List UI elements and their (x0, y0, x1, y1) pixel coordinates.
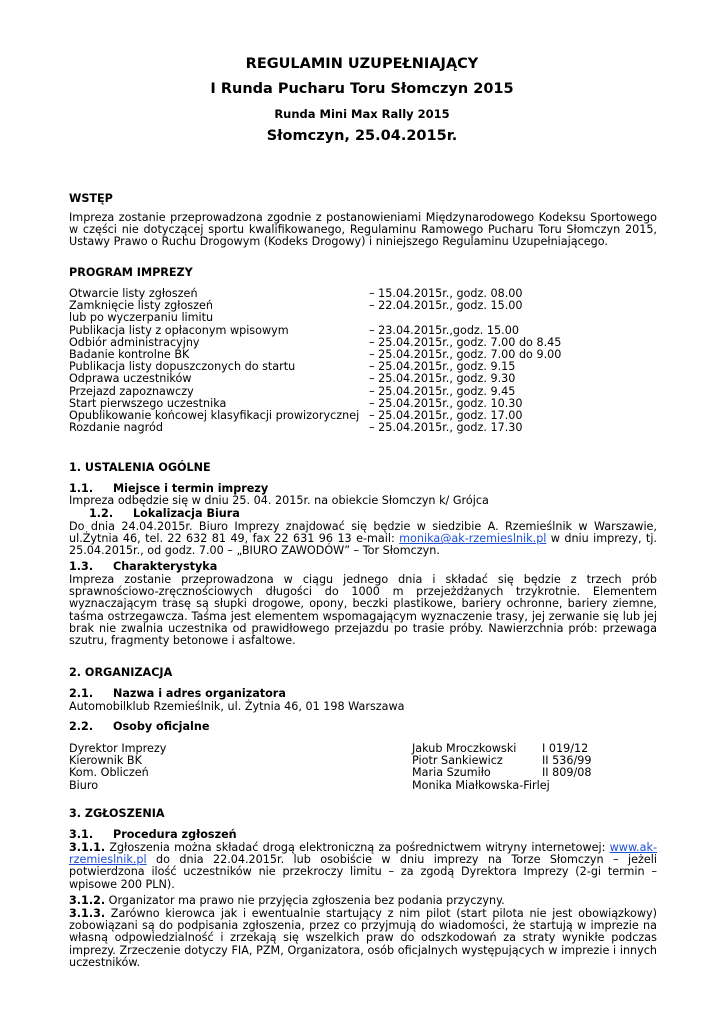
program-row: Rozdanie nagród – 25.04.2015r., godz. 17.30 (69, 421, 523, 435)
section-2-heading: 2. ORGANIZACJA (69, 666, 173, 679)
official-row: Dyrektor Imprezy Jakub Mroczkowski I 019/12 (69, 742, 589, 755)
section-1-1-heading: 1.1. Miejsce i termin imprezy (69, 482, 269, 495)
section-1-1-text: Impreza odbędzie się w dniu 25. 04. 2015r. na obiekcie Słomczyn k/ Grójca (69, 494, 489, 507)
section-3-1-3-text: 3.1.3. Zarówno kierowca jak i ewentualnie startujący z nim pilot (start pilota nie jest obowiązkowy) zobowiązani są do podpisania zgłoszenia, przez co przyjmują do wiadomości, że startują w imprezie na własną odpowiedzialność i zrzekają się wszelkich praw do odszkodowań za straty wynikłe podczas imprezy. Zrzeczenie dotyczy FIA, PZM, Organizatora, osób oficjalnych występujących w imprezie i innych uczestników. (69, 907, 657, 969)
program-row: Odbiór administracyjny – 25.04.2015r., godz. 7.00 do 8.45 (69, 335, 562, 349)
section-1-heading: 1. USTALENIA OGÓLNE (69, 461, 211, 474)
doc-subtitle-2: Runda Mini Max Rally 2015 (274, 107, 450, 121)
section-1-2-text: Do dnia 24.04.2015r. Biuro Imprezy znajdować się będzie w siedzibie A. Rzemieślnik w Warszawie, ul.Żytnia 46, tel. 22 632 81 49, fax 22 631 96 13 e-mail: monika@ak-rzemieslnik.pl w dniu imprezy, tj. 25.04.2015r., od godz. 7.00 – „BIURO ZAWODÓW” – Tor Słomczyn. (69, 520, 657, 558)
intro-heading: WSTĘP (69, 192, 113, 205)
program-row: Zamknięcie listy zgłoszeń – 22.04.2015r., godz. 15.00 (69, 299, 523, 313)
program-table (69, 288, 657, 434)
section-2-2-heading: 2.2. Osoby oficjalne (69, 720, 210, 733)
official-row: Kierownik BK Piotr Sankiewicz II 536/99 (69, 754, 592, 768)
section-3-1-1-text: 3.1.1. Zgłoszenia można składać drogą elektroniczną za pośrednictwem witryny internetowej: www.ak-rzemieslnik.pl do dnia 22.04.2015r. lub osobiście w dniu imprezy na Torze Słomczyn – jeżeli potwierdzona ilość uczestników nie przekroczy limitu – za zgodą Dyrektora Imprezy (2-gi termin – wpisowe 200 PLN). (69, 841, 657, 891)
section-3-heading: 3. ZGŁOSZENIA (69, 807, 165, 820)
program-row: Przejazd zapoznawczy – 25.04.2015r., godz. 9.45 (69, 384, 516, 398)
program-row: Start pierwszego uczestnika – 25.04.2015r., godz. 10.30 (69, 396, 523, 410)
program-row: Badanie kontrolne BK – 25.04.2015r., godz. 7.00 do 9.00 (69, 347, 562, 361)
section-3-1-heading: 3.1. Procedura zgłoszeń (69, 828, 237, 841)
office-email-link[interactable]: monika@ak-rzemieslnik.pl (399, 532, 547, 546)
section-2-1-heading: 2.1. Nazwa i adres organizatora (69, 687, 286, 700)
doc-subtitle: I Runda Pucharu Toru Słomczyn 2015 (210, 81, 514, 97)
section-1-3-text: Impreza zostanie przeprowadzona w ciągu jednego dnia i składać się będzie z trzech prób sprawnościowo-zręcznościowych długości do 1000 m przejeżdżanych trzykrotnie. Elementem wyznaczającym trasę są słupki drogowe, opony, beczki plastikowe, bariery ochronne, bariery ziemne, taśma ostrzegawcza. Taśma jest elementem wspomagającym wyznaczenie trasy, jej zerwanie się lub jej brak nie zwalnia uczestnika od prawidłowego przejazdu po trasie próby. Nawierzchnia prób: przewaga szutru, fragmenty betonowe i asfaltowe. (69, 573, 657, 648)
officials-table (69, 743, 657, 792)
program-heading: PROGRAM IMPREZY (69, 266, 193, 279)
doc-date-line: Słomczyn, 25.04.2015r. (266, 128, 458, 144)
program-row: Publikacja listy dopuszczonych do startu – 25.04.2015r., godz. 9.15 (69, 360, 516, 374)
program-row: Publikacja listy z opłaconym wpisowym – 23.04.2015r.,godz. 15.00 (69, 323, 519, 337)
official-row: Kom. Obliczeń Maria Szumiło II 809/08 (69, 766, 592, 780)
program-row: lub po wyczerpaniu limitu (69, 311, 214, 325)
section-1-2-heading: 1.2. Lokalizacja Biura (89, 507, 240, 520)
doc-title: REGULAMIN UZUPEŁNIAJĄCY (245, 56, 479, 72)
intro-text: Impreza zostanie przeprowadzona zgodnie z postanowieniami Międzynarodowego Kodeksu Sportowego w części nie dotyczącej sportu kwalifikowanego, Regulaminu Ramowego Pucharu Toru Słomczyn 2015, Ustawy Prawo o Ruchu Drogowym (Kodeks Drogowy) i niniejszego Regulaminu Uzupełniającego. (69, 211, 657, 249)
section-1-3-heading: 1.3. Charakterystyka (69, 560, 218, 573)
program-row: Opublikowanie końcowej klasyfikacji prowizorycznej – 25.04.2015r., godz. 17.00 (69, 408, 523, 422)
program-row: Otwarcie listy zgłoszeń – 15.04.2015r., godz. 08.00 (69, 287, 523, 300)
section-3-1-2-text: 3.1.2. Organizator ma prawo nie przyjęcia zgłoszenia bez podania przyczyny. (69, 894, 505, 907)
official-row: Biuro Monika Miałkowska-Firlej (69, 778, 550, 792)
section-2-1-text: Automobilklub Rzemieślnik, ul. Żytnia 46, 01 198 Warszawa (69, 700, 405, 713)
program-row: Odprawa uczestników – 25.04.2015r., godz. 9.30 (69, 372, 516, 386)
website-link[interactable]: www.ak-rzemieslnik.pl (69, 841, 657, 867)
